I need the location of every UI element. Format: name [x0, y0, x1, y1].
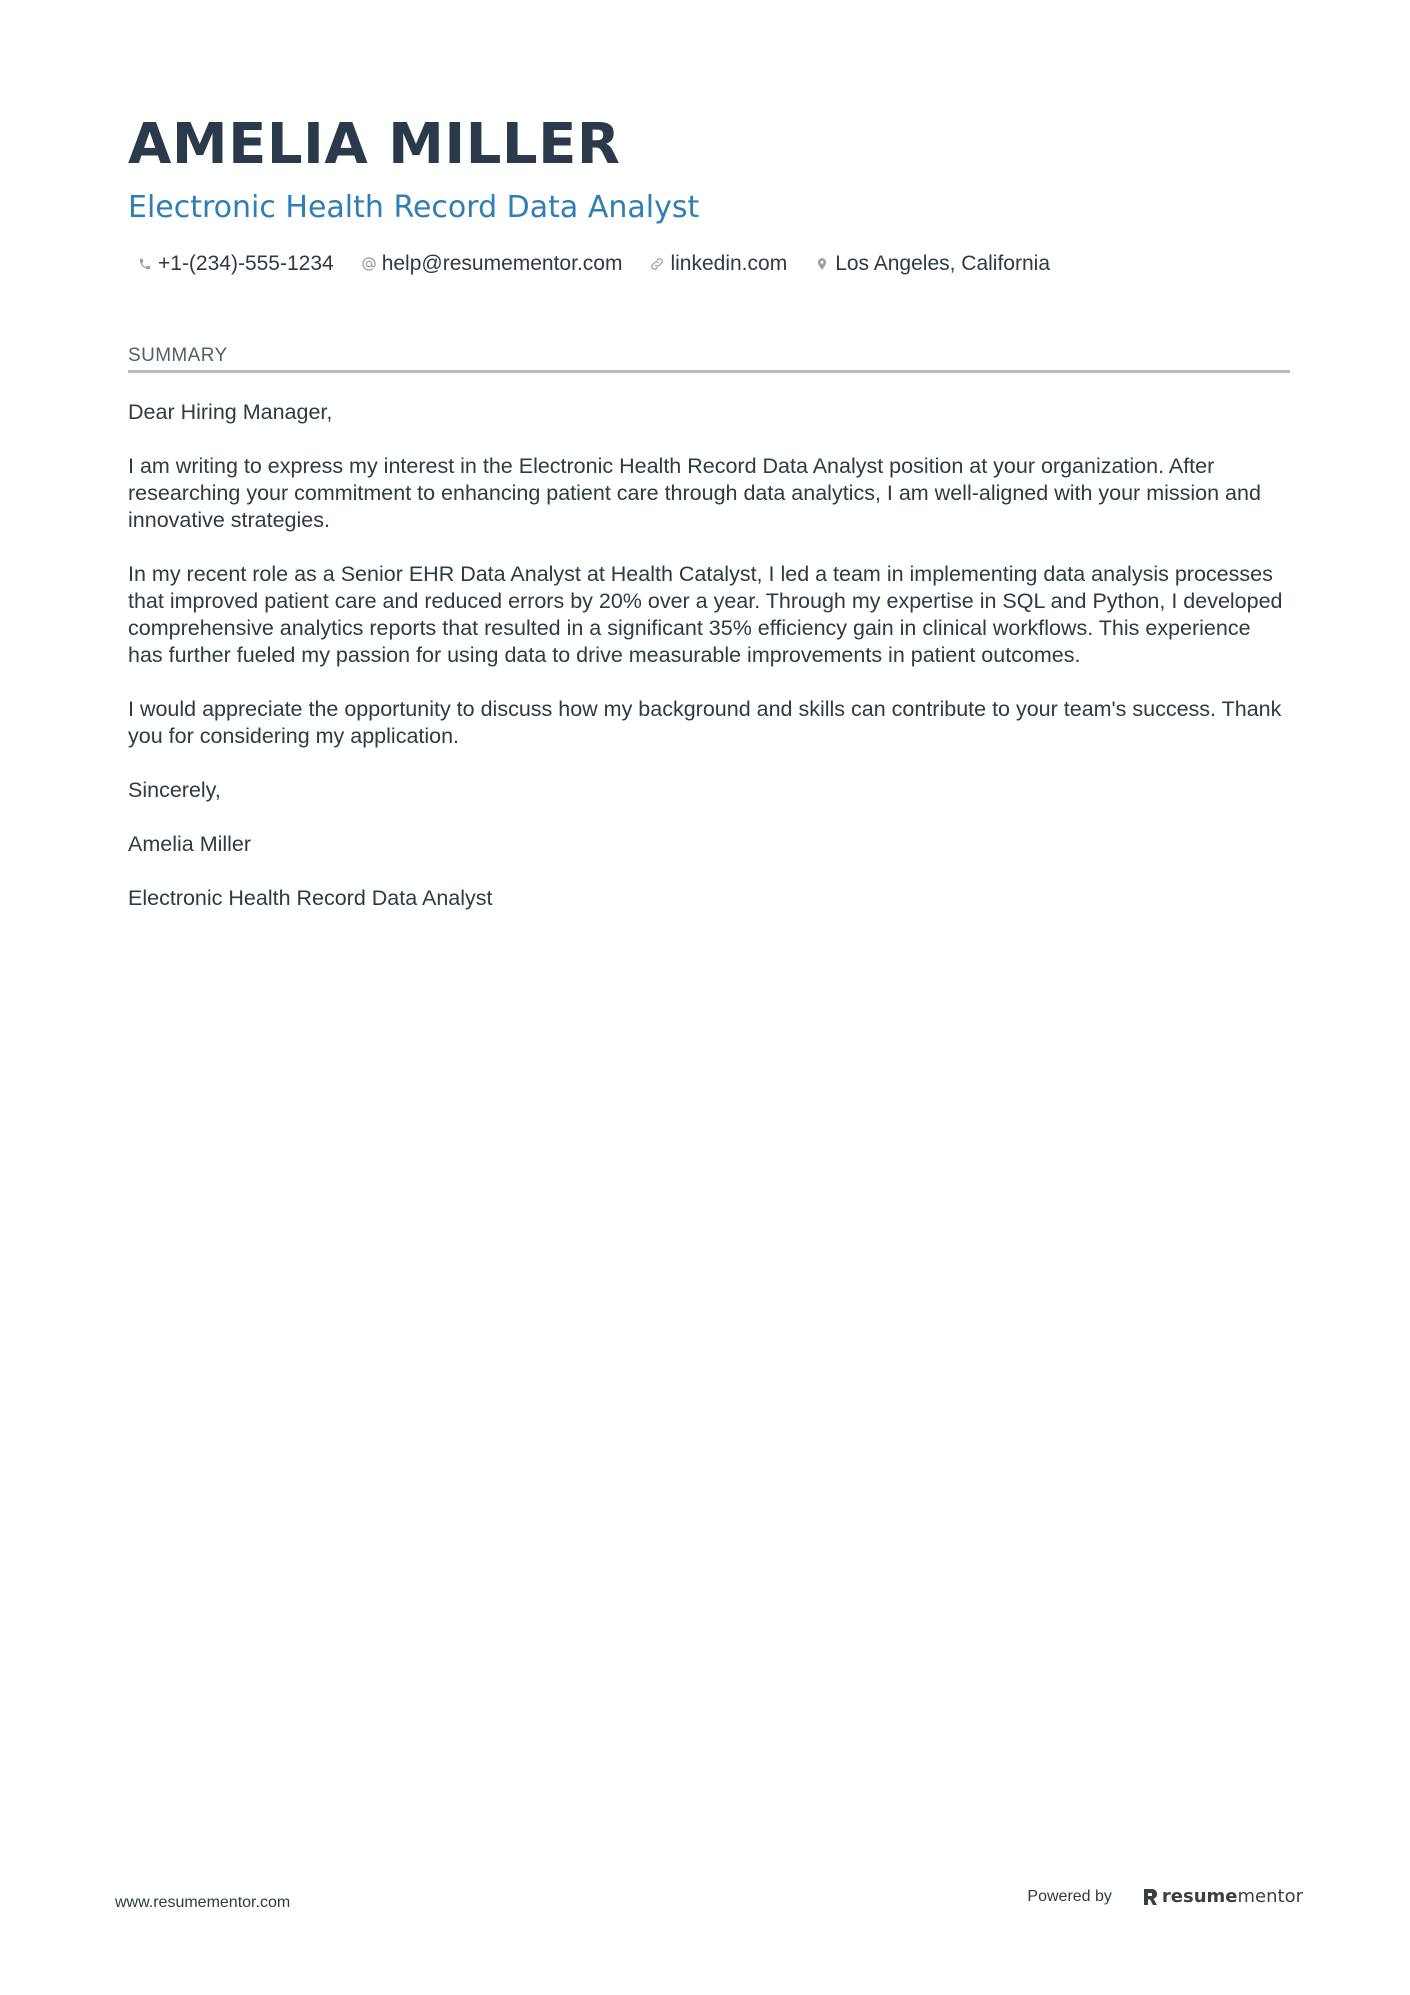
letter-body	[128, 399, 1290, 912]
phone-icon	[136, 255, 154, 273]
contact-website	[648, 250, 787, 278]
at-icon	[360, 255, 378, 273]
contact-email	[360, 250, 623, 278]
candidate-title: Electronic Health Record Data Analyst	[128, 190, 700, 225]
letter-paragraph-3: I would appreciate the opportunity to discuss how my background and skills can contribute to your team's success. Thank you for considering my application.	[128, 697, 1282, 748]
letter-paragraph-1: I am writing to express my interest in the Electronic Health Record Data Analyst position at your organization. After researching your commitment to enhancing patient care through data analytics, I am well-aligned with your mission and innovative strategies.	[128, 454, 1261, 532]
contact-phone	[136, 250, 334, 278]
summary-heading: SUMMARY	[128, 344, 1290, 373]
footer-website[interactable]: www.resumementor.com	[115, 1894, 291, 1911]
contact-phone-text: +1-(234)-555-1234	[158, 252, 334, 275]
brand-mark-icon	[1142, 1887, 1158, 1907]
footer-branding	[1027, 1886, 1303, 1908]
contact-location-text: Los Angeles, California	[835, 252, 1051, 275]
contact-website-text[interactable]: linkedin.com	[670, 252, 788, 275]
letter-signature-name: Amelia Miller	[128, 832, 252, 856]
link-icon	[648, 255, 666, 273]
brand-text-bold: resume	[1161, 1886, 1238, 1907]
map-pin-icon	[813, 255, 831, 273]
contact-location	[813, 250, 1050, 278]
contact-row	[136, 250, 1290, 278]
letter-signature-title: Electronic Health Record Data Analyst	[128, 886, 493, 910]
contact-email-text[interactable]: help@resumementor.com	[381, 252, 623, 275]
brand-text-light: mentor	[1237, 1886, 1303, 1907]
summary-section	[128, 344, 1290, 912]
brand-logo[interactable]	[1142, 1886, 1303, 1908]
powered-by-label: Powered by	[1027, 1888, 1112, 1905]
letter-closing: Sincerely,	[128, 778, 221, 802]
cover-letter-page	[128, 108, 1290, 939]
candidate-name: AMELIA MILLER	[128, 112, 621, 177]
letter-paragraph-2: In my recent role as a Senior EHR Data Analyst at Health Catalyst, I led a team in implementing data analysis processes that improved patient care and reduced errors by 20% over a year. Through my expertise in SQL and Python, I developed comprehensive analytics reports that resulted in a significant 35% efficiency gain in clinical workflows. This experience has further fueled my passion for using data to drive measurable improvements in patient outcomes.	[128, 562, 1283, 667]
letter-greeting: Dear Hiring Manager,	[128, 400, 333, 424]
